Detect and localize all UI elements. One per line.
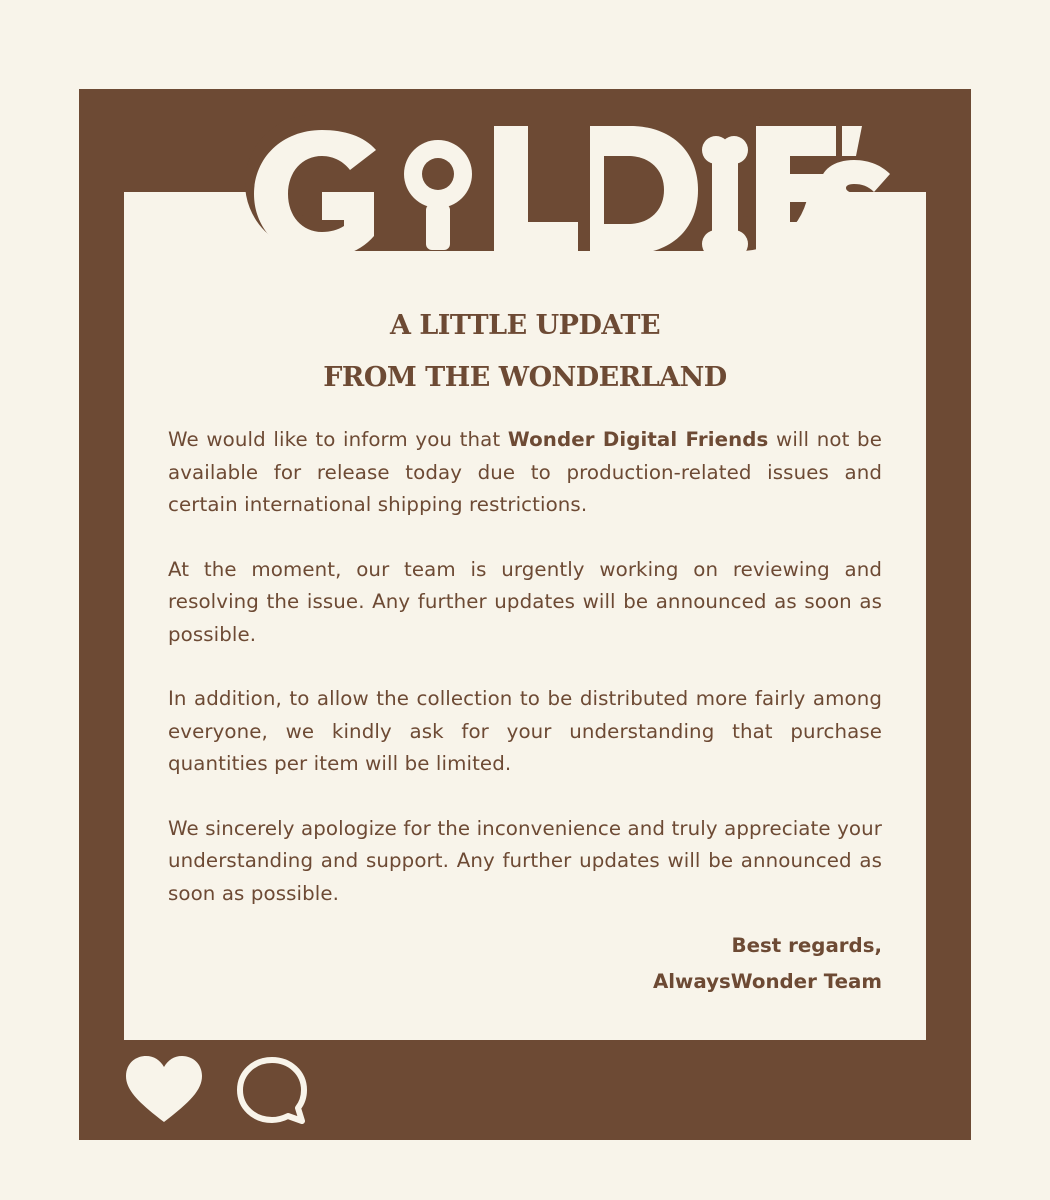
headline (124, 300, 926, 404)
paragraph-apology: We sincerely apologize for the inconvenience and truly appreciate your understanding and support. Any further updates will be announced as soon as possible. (168, 816, 882, 905)
signoff-greeting: Best regards, (731, 934, 882, 957)
paragraph-status: At the moment, our team is urgently working on reviewing and resolving the issue. Any further updates will be announced as soon as possible. (168, 557, 882, 646)
paragraph-intro (168, 424, 882, 522)
headline-line-1: A LITTLE UPDATE (389, 310, 661, 341)
signoff-team: AlwaysWonder Team (652, 970, 882, 993)
paragraph-intro-rest: will not be available for release today due to production-related issues and certain international shipping restrictions. (168, 428, 882, 516)
heart-icon[interactable] (124, 1054, 204, 1126)
goldies-logo (0, 92, 1050, 267)
speech-bubble-icon[interactable] (236, 1056, 308, 1126)
paragraph-intro-text: We would like to inform you that (168, 428, 508, 451)
signoff (168, 928, 882, 1000)
product-name: Wonder Digital Friends (507, 428, 769, 451)
headline-line-2: FROM THE WONDERLAND (323, 362, 727, 393)
message-body (168, 424, 882, 942)
paragraph-purchase-limit: In addition, to allow the collection to be distributed more fairly among everyone, we kindly ask for your understanding that purchase quantities per item will be limited. (168, 687, 882, 775)
